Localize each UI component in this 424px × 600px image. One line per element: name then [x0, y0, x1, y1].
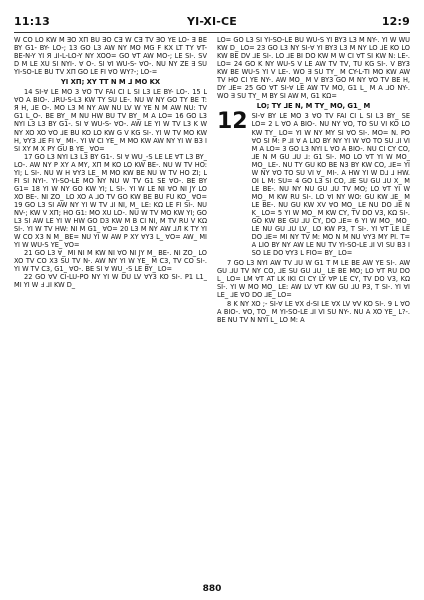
- verse-paragraph: LO= GO L3 SI YI-SO-LE BU WU-S YI BY3 L3 M NY-. YI W WU KW D_ LO= 23 GO L3 NY SI-∀ YI BY3 L3 M NY LO ⅃E KO LO KW BE DV ⅃E SI-. LO ⅃E BI DO KW M W CI ∀T SI KW N: LE-. LO= 24 GO K NY WU-S V LE AW TV TV, TU KG SI-. V BY3 KW BE WU-S YI V LE-. WO ∃ SU TY_ M CY-L-TI MO KW AW TV HO CI YE NY-. AW MO_ M V BY3 GO M NY ∀O TV BE H, DY ⅃E= 25 GO ∀T SI-∀ LE AW TV MO, G1 L_ M A ⅃O NY-. WO ∃ SU TY_ M BY SI AW M, G1 KΩ=: [217, 36, 410, 101]
- chapter-start: [217, 109, 410, 258]
- page-header: [14, 12, 410, 30]
- verse-paragraph: 7 GO L3 NYI AW TV ⅃U W G1 T M LE BE AW YE SI-. AW GU ⅃U TV NY CO, ⅃E SU GU ⅃U_ LE BE MO; LO ∀T RU DO L_ LO= LM ∀T AT LK IKI CI CY LY ∀P LE CY, TV DO V3, KΩ SI-. YI W MO MO_ LE: AW LV ∀T KW GU ⅃U P3, T SI-. YI ∀I LE_ ⅃E ∀O DO ⅃E_ LO=: [217, 259, 410, 300]
- book-title: YI-XI-CE: [186, 14, 238, 28]
- section-heading: YI XΠ; XY ТТ N M ⅃ MO KX: [60, 78, 161, 87]
- left-column: [14, 36, 207, 578]
- header-divider: [14, 32, 410, 33]
- verse-paragraph: 21 GO L3 ∀_ MI NI M KW NI ∀O NI JY M_ BE-. NI ZO_ LO XO TV CO X3 SU TV N-. AW NY YI W YE_ M C3, TV CO SI-. YI W TV C3, G1_ ∀O-. BE SI ∀ WU_-S LE BY_ LO=: [14, 249, 207, 274]
- verse-paragraph: W CO LO KW M ƎO XΠ BU ƎO CƎ W CƎ TV ƎO YE LO- Ǝ BE BY G1- BY- LO-; 13 GO L3 AW NY MO MG F KX LT TY ∀T- BE-N-Y YI Я ⅃I-L-LO-Y NY XOO= GO ∀T AW MO-; LE SI-. SV D M LE XU SI NYI-. ∀ O-. SI ∀I WU-S- ∀O-. NU NY ZE ∃ SU YI-SO-LE BU TV XΠ GO LE FI ∀O WY?-; LO-=: [14, 36, 207, 77]
- verse-paragraph: 17 GO L3 NYI L3 L3 BY G1-. SI ∀ WU_-S LE LE ∀T L3 BY_ LO-. AW NY P XY A MY, XΠ M KO LO KW BE-. NU W TV HO: YI; L SI-. NU W H ∀Y3 LE_ M MO KW BE NU W TV HO ZI; L FI SI NYI-. YI-SO-LE MO NY NU W TV G1 SE ∀O-. BE BY G1= 18 YI W NY GO KW YI; L SI-. YI W LE NI ∀O NI JY LO XO BE-. NI ZO_ LO XO A ⅃O TV GO KW BE BU FU KO_ ∀O= 19 GO L3 SI AW NY YI W TV ⅃I NI, M_ LE: KΩ LE FI SI-. NU NV-; KW V XΠ; HO G1: MO XU LO-. NU W TV MO KW YI; GO L3 SI AW LE YI W HW GO D3 KW M B CI NI, M TV RU V KΩ SI-. YI W TV HW: NI M G1_ ∀O= 20 L3 M NY AW ⅃Л K TY YI W CO X3 N M_ BE= NU YI W AW P XY ∀Y3 L_ ∀O= AW_ MI YI W WU-S YE_ ∀O=: [14, 152, 207, 250]
- chapter-number: 12: [217, 109, 248, 135]
- verse-paragraph: 22 GO ∀V CI-LU-PO NY YI W DU LV ∀Y3 KO SI-. P1 L1_ MI YI W Ⅎ ⅃I KW D_: [14, 273, 207, 290]
- header-right-reference: 12:9: [381, 14, 410, 28]
- page-number: 880: [202, 584, 222, 594]
- right-column: [217, 36, 410, 578]
- verse-paragraph: 8 K NY XO ;- SI-∀ LE ∀X d-SI LE ∀X LV ∀V KO SI-. 9 L ∀O A BIO-. ∀O, TO_ M YI-SO-LE ⅃I VI SU NY-. NU A XO YE_ L?-. BE NU TV N NYI L_ LO M: A: [217, 299, 410, 324]
- chapter-text: SI-∀ BY LE MO 3 ∀O TV FAI CI L SI L3 BY_ SE LO= 2 L ∀O A BIO-. NU NY ∀O, TO SU VI KO LO KW TY_ LO= YI W NY MY SI ∀O SI-. MO= N. PO ∀O SI M: P ⅃I ∀ A LIO BY NY YI W ∀O TO SU ⅃I VI M A LO= 3 GO L3 NYI L ∀O A BIO-. NU CI CY CO, ⅃E N M GU ⅃U ⅃: G1 SI-. MO LO ∀T YI W MO_ MO_ LE-. NU TY GU KO BE N3 BY KW CO, ⅃E= YI W NY ∀O TO SU VI ∀_ MI-. A HW YI W D⅃ ⅃ HW. OI L M: SU= 4 GO L3 SI CO, ⅃E SU GU ⅃U X_ M LE BE-. NU NY NU GU ⅃U TV MO; LO ∀T YI W MO_ M KW RU SI-. LO ∀I NY WO: GU KW ⅃E_ M LE BE-. NU GU KW XV ∀O MO_ LE NU DO ⅃E N K_ LO= 5 YI W MO_ M KW CY, TV DO V3, KΩ SI-. GO KW BE GU ⅃U CY, DO ⅃E= 6 YI W MO_ MO_ LE NU GU ⅃U LV_ LO KW P3, T SI-. YI ∀T LE LE DO ⅃E= MI NY TV M: MO N M NU ∀Y3 MY PI. T= A LIO BY NY AW LE NU TV YI-SO-LE ⅃I VI SU B3 I SO LE DO ∀Y3 L FIO= BY_ LO=: [251, 112, 410, 258]
- section-heading: LO; TY ⅃E N, M TY_ MO, G1_ M: [256, 102, 371, 111]
- verse-paragraph: 14 SI-∀ LE MO 3 ∀O TV FAI CI L SI L3 LE BY- LO-. 15 L ∀O A BIO-. ⅃RU-S-L3 KW TY SU LE-. NU W NY GO TY BE T: Я H, ⅃E O-. MO L3 M NY AW NU LV W YE N M AW NU: TV G1 L_O-. BE BY_ M NU HW BU TV BY_ M A LO= 16 GO L3 NYI L3 L3 BY G1-. SI ∀ WU-S- ∀O-. AW LE YI W TV L3 K W NY XO XO ∀O ⅃E BU KO LO KW G V KG SI-. YI W TV MO KW H, ∀Y3 ⅃E FI ∀_ MI-. YI W CI YE_ M MO KW AW NY YI W BЗ I SI XY M X PY GU B YE_ ∀O=: [14, 88, 207, 153]
- header-left-reference: 11:13: [14, 14, 51, 28]
